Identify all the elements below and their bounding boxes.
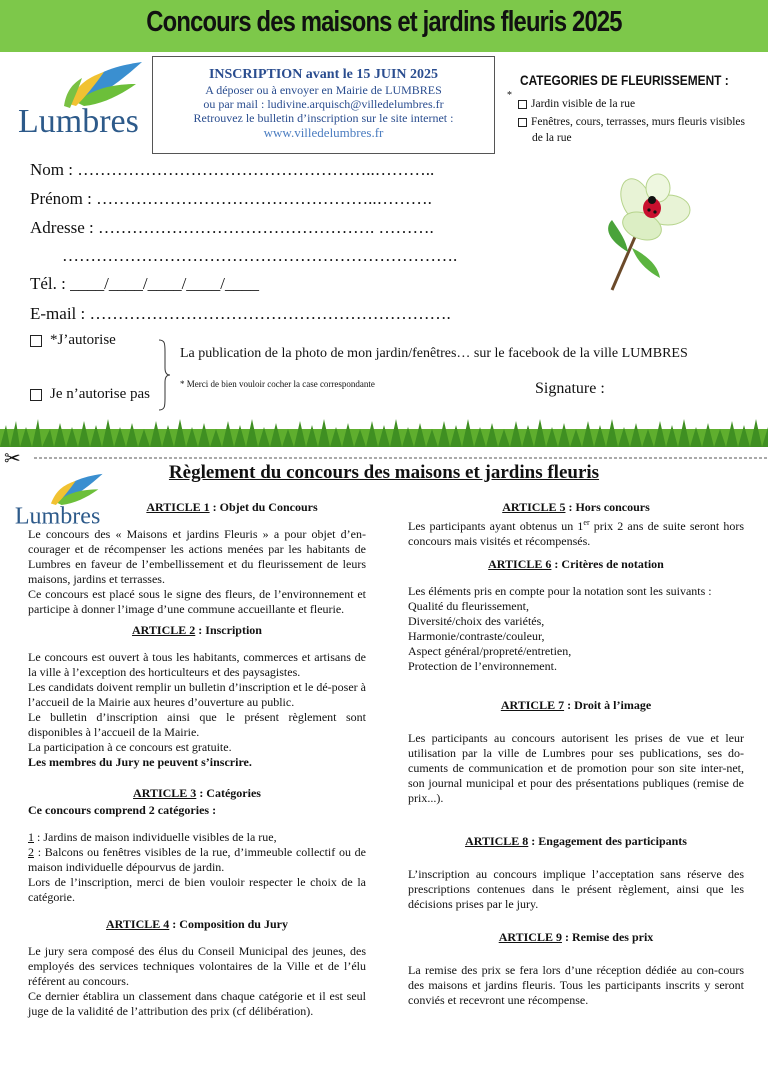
- grass-divider: [0, 415, 768, 447]
- article-8-heading: ARTICLE 8 : Engagement des participants: [465, 834, 687, 848]
- category-label-1: Jardin visible de la rue: [531, 98, 636, 110]
- article-3-cat-1: 1 : Jardins de maison individuelle visibles de la rue,: [28, 830, 277, 844]
- email-field[interactable]: E-mail : ……………………………………………………….: [30, 304, 451, 323]
- not-authorize-checkbox[interactable]: [30, 389, 42, 401]
- category-option-windows[interactable]: [518, 115, 748, 129]
- article-4-p1: Le jury sera composé des élus du Conseil Municipal des jeunes, des employés des services techniques volontaires de la Ville et de l’élu référent au concours.: [28, 944, 366, 988]
- nom-field[interactable]: Nom : ……………………………………………..………..: [30, 160, 435, 179]
- category-checkbox-2[interactable]: [518, 118, 527, 127]
- prenom-field[interactable]: Prénom : …………………………………………..……….: [30, 189, 432, 208]
- check-note: * Merci de bien vouloir cocher la case correspondante: [180, 379, 375, 389]
- article-3-p: Lors de l’inscription, merci de bien vouloir respecter le choix de la catégorie.: [28, 875, 366, 904]
- logo-text: Lumbres: [18, 103, 139, 140]
- article-7-p: Les participants au concours autorisent les prises de vue et leur utilisation par la ville de Lumbres pour ses publications, ses do-cuments de communication et de promotion pour son site inter-net, son journal municipal et pour des présentations publiques (remise de prix...).: [408, 731, 744, 805]
- brace-icon: [157, 338, 171, 412]
- lumbres-logo: [14, 58, 144, 140]
- publication-text: La publication de la photo de mon jardin/fenêtres… sur le facebook de la ville LUMBRES: [180, 346, 688, 361]
- article-5-heading: ARTICLE 5 : Hors concours: [502, 500, 650, 514]
- categories-title: CATEGORIES DE FLEURISSEMENT :: [520, 72, 729, 88]
- article-2-p2: Les candidats doivent remplir un bulletin d’inscription et le dé-poser à l’accueil de la Mairie aux heures d’ouverture au public.: [28, 680, 366, 709]
- article-5-p: Les participants ayant obtenus un 1er prix 2 ans de suite seront hors concours mais visités et récompensés.: [408, 518, 745, 548]
- website-link[interactable]: www.villedelumbres.fr: [263, 125, 384, 140]
- left-column: [28, 500, 366, 1019]
- article-3-heading: ARTICLE 3 : Catégories: [133, 786, 261, 800]
- article-7-heading: ARTICLE 7 : Droit à l’image: [500, 698, 652, 712]
- not-authorize-label: Je n’autorise pas: [50, 386, 150, 402]
- article-9-heading: ARTICLE 9 : Remise des prix: [498, 930, 654, 944]
- signature-label: Signature :: [535, 380, 605, 397]
- not-authorize-option[interactable]: [30, 386, 150, 403]
- right-column: [408, 500, 744, 1008]
- categories-star: *: [507, 90, 512, 101]
- inscription-line-3: Retrouvez le bulletin d’inscription sur le site internet :: [193, 111, 454, 125]
- article-2-p3: Le bulletin d’inscription ainsi que le présent règlement sont disponibles à l’accueil de la Mairie.: [28, 710, 366, 739]
- criteria-item: Harmonie/contraste/couleur,: [408, 629, 545, 643]
- page-title: Concours des maisons et jardins fleuris 2025: [146, 6, 622, 38]
- scissors-icon: ✂: [4, 446, 21, 470]
- authorize-label: *J’autorise: [50, 332, 116, 348]
- logo-small-text: Lumbres: [14, 503, 101, 530]
- category-option-garden[interactable]: [518, 97, 635, 111]
- authorize-checkbox[interactable]: [30, 335, 42, 347]
- criteria-item: Aspect général/propreté/entretien,: [408, 644, 572, 658]
- category-checkbox-1[interactable]: [518, 100, 527, 109]
- article-4-p2: Ce dernier établira un classement dans chaque catégorie et il est seul juge de la validité de l’attribution des prix (cf délibération).: [28, 989, 366, 1018]
- article-2-p4: La participation à ce concours est gratuite.: [28, 740, 232, 754]
- article-1-heading: ARTICLE 1 : Objet du Concours: [146, 500, 318, 514]
- adresse-field-2[interactable]: …………………………………………………………….: [62, 246, 458, 265]
- article-1-p2: Ce concours est placé sous le signe des fleurs, de l’environnement et participe à donner l’image d’une commune accueillante et fleurie.: [28, 587, 366, 616]
- article-4-heading: ARTICLE 4 : Composition du Jury: [106, 917, 288, 931]
- criteria-item: Diversité/choix des variétés,: [408, 614, 545, 628]
- inscription-box: [152, 56, 495, 154]
- reglement-title: Règlement du concours des maisons et jardins fleuris: [168, 462, 600, 483]
- authorize-option[interactable]: [30, 332, 116, 349]
- article-2-heading: ARTICLE 2 : Inscription: [132, 623, 262, 637]
- inscription-email[interactable]: ou par mail : ludivine.arquisch@villedelumbres.fr: [203, 97, 444, 111]
- article-8-p: L’inscription au concours implique l’acceptation sans réserve des prescriptions contenues dans le présent règlement, ainsi que les décisions prises par le jury.: [408, 867, 744, 911]
- article-9-p: La remise des prix se fera lors d’une réception dédiée au con-cours des maisons et jardins fleuris. Tous les participants inscrits y seront conviés et recevront une récompense.: [408, 963, 744, 1007]
- criteria-item: Qualité du fleurissement,: [408, 599, 529, 613]
- adresse-field[interactable]: Adresse : …………………………………………. ……….: [30, 218, 434, 237]
- article-2-p1: Le concours est ouvert à tous les habitants, commerces et artisans de la ville à l’exception des horticulteurs et des paysagistes.: [28, 650, 366, 679]
- article-3-cat-2: 2 : Balcons ou fenêtres visibles de la rue, d’immeuble collectif ou de maison individuelle dépourvus de jardin.: [28, 845, 366, 874]
- flower-ladybug-image: [598, 170, 698, 300]
- article-2-p5: Les membres du Jury ne peuvent s’inscrire.: [28, 755, 252, 769]
- article-3-intro: Ce concours comprend 2 catégories :: [28, 803, 217, 817]
- inscription-line-1: A déposer ou à envoyer en Mairie de LUMBRES: [205, 83, 442, 97]
- article-1-p1: Le concours des « Maisons et jardins Fleuris » a pour objet d’en-courager et de récompenser les actions menées par les habitants de Lumbres en faveur de l’embellissement et du fleurissement de leurs maisons, jardins et terrasses.: [28, 527, 366, 586]
- inscription-title: INSCRIPTION avant le 15 JUIN 2025: [208, 67, 439, 82]
- tel-field[interactable]: Tél. : ____/____/____/____/____: [30, 274, 260, 293]
- category-label-2: Fenêtres, cours, terrasses, murs fleuris visibles: [531, 116, 745, 128]
- article-6-heading: ARTICLE 6 : Critères de notation: [488, 557, 664, 571]
- criteria-item: Protection de l’environnement.: [408, 659, 557, 673]
- article-6-intro: Les éléments pris en compte pour la notation sont les suivants :: [408, 584, 712, 598]
- category-label-2-cont: de la rue: [532, 132, 572, 144]
